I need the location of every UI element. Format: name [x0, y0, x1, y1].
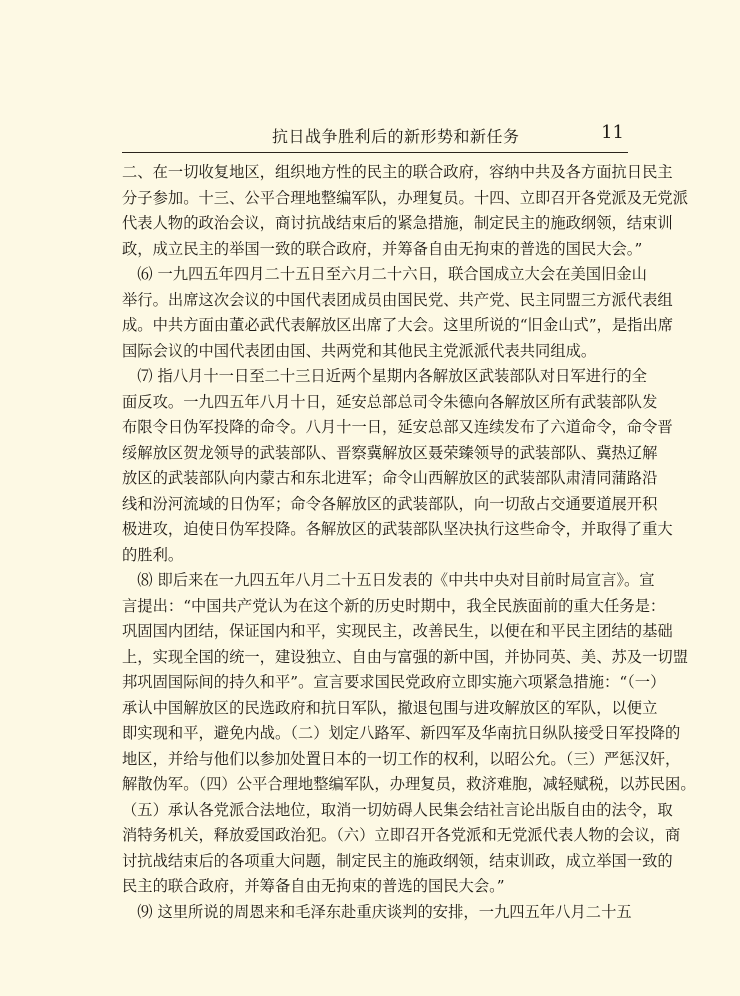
text-line: 解散伪军。（四）公平合理地整编军队，办理复员，救济难胞，减轻赋税，以苏民困。 [122, 775, 696, 793]
text-line: 分子参加。十三、公平合理地整编军队，办理复员。十四、立即召开各党派及无党派 [122, 188, 688, 207]
text-line: 举行。出席这次会议的中国代表团成员由国民党、共产党、民主同盟三方派代表组 [122, 290, 673, 309]
note-6-start: ⑹ 一九四五年四月二十五日至六月二十六日，联合国成立大会在美国旧金山 [122, 265, 647, 283]
text-line: 承认中国解放区的民选政府和抗日军队，撤退包围与进攻解放区的军队，以便立 [122, 698, 658, 717]
text-line: 面反攻。一九四五年八月十日，延安总部总司令朱德向各解放区所有武装部队发 [122, 392, 658, 411]
note-7-start: ⑺ 指八月十一日至二十三日近两个星期内各解放区武装部队对日军进行的全 [122, 367, 647, 385]
text-line: 言提出：“中国共产党认为在这个新的历史时期中，我全民族面前的重大任务是： [122, 596, 666, 615]
page-number: 11 [601, 122, 624, 143]
text-line: 上，实现全国的统一，建设独立、自由与富强的新中国，并协同英、美、苏及一切盟 [122, 647, 688, 666]
text-line: 二、在一切收复地区，组织地方性的民主的联合政府，容纳中共及各方面抗日民主 [122, 163, 673, 181]
text-line: 国际会议的中国代表团由国、共两党和其他民主党派派代表共同组成。 [122, 341, 597, 360]
note-9-start: ⑼ 这里所说的周恩来和毛泽东赴重庆谈判的安排，一九四五年八月二十五 [122, 902, 632, 921]
body-text [122, 160, 696, 925]
text-line: 民主的联合政府，并筹备自由无拘束的普选的国民大会。” [122, 877, 505, 895]
note-8-start: ⑻ 即后来在一九四五年八月二十五日发表的《中共中央对目前时局宣言》。宣 [122, 571, 655, 589]
text-line: 邦巩固国际间的持久和平”。宣言要求国民党政府立即实施六项紧急措施：“（一） [122, 673, 666, 691]
text-line: 政，成立民主的举国一致的联合政府，并筹备自由无拘束的普选的国民大会。” [122, 239, 643, 258]
text-line: （五）承认各党派合法地位，取消一切妨碍人民集会结社言论出版自由的法令，取 [122, 800, 673, 819]
text-line: 布限令日伪军投降的命令。八月十一日，延安总部又连续发布了六道命令，命令晋 [122, 418, 673, 436]
text-line: 地区，并给与他们以参加处置日本的一切工作的权利，以昭公允。（三）严惩汉奸， [122, 749, 681, 768]
text-line: 极进攻，迫使日伪军投降。各解放区的武装部队坚决执行这些命令，并取得了重大 [122, 520, 673, 538]
text-line: 放区的武装部队向内蒙古和东北进军；命令山西解放区的武装部队肃清同蒲路沿 [122, 469, 658, 487]
text-line: 线和汾河流域的日伪军；命令各解放区的武装部队，向一切敌占交通要道展开积 [122, 494, 658, 513]
text-line: 成。中共方面由董必武代表解放区出席了大会。这里所说的“旧金山式”，是指出席 [122, 316, 674, 334]
text-line: 的胜利。 [122, 545, 184, 564]
text-line: 绥解放区贺龙领导的武装部队、晋察冀解放区聂荣臻领导的武装部队、冀热辽解 [122, 443, 658, 462]
header-title: 抗日战争胜利后的新形势和新任务 [272, 127, 520, 146]
text-line: 巩固国内团结，保证国内和平，实现民主，改善民生，以便在和平民主团结的基础 [122, 622, 673, 640]
text-line: 代表人物的政治会议，商讨抗战结束后的紧急措施，制定民主的施政纲领，结束训 [122, 214, 673, 232]
text-line: 消特务机关，释放爱国政治犯。（六）立即召开各党派和无党派代表人物的会议，商 [122, 826, 681, 844]
text-line: 即实现和平，避免内战。（二）划定八路军、新四军及华南抗日纵队接受日军投降的 [122, 724, 681, 742]
running-header [122, 118, 628, 153]
text-line: 讨抗战结束后的各项重大问题，制定民主的施政纲领，结束训政，成立举国一致的 [122, 851, 673, 870]
